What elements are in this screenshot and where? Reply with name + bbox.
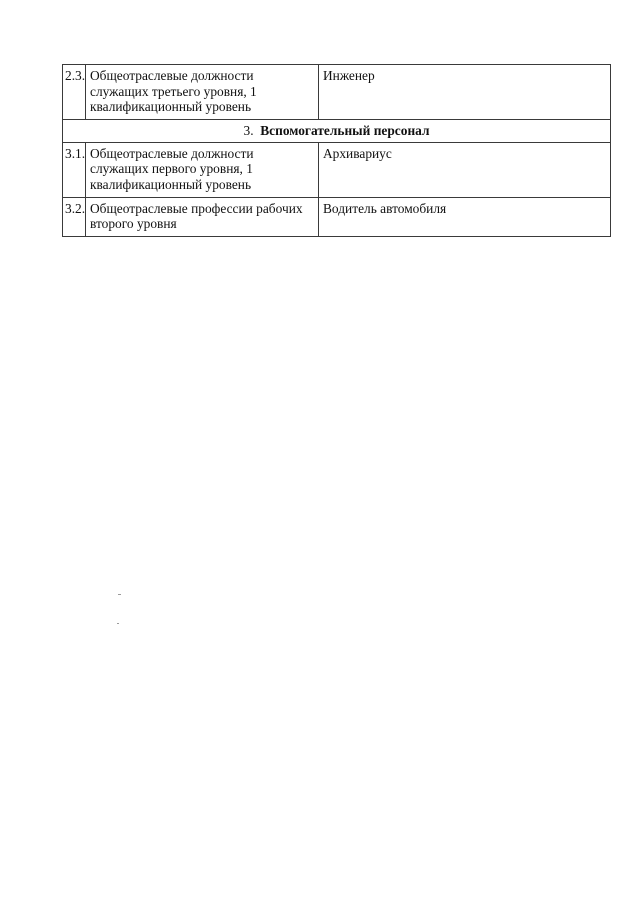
row-number: 3.1. [63, 142, 86, 197]
position-cell: Водитель автомобиля [319, 197, 611, 236]
qualification-group-cell: Общеотраслевые должности служащих первого уровня, 1 квалификационный уровень [86, 142, 319, 197]
qualification-group-cell: Общеотраслевые профессии рабочих второго уровня [86, 197, 319, 236]
section-header-row [63, 120, 611, 143]
section-header-cell [63, 120, 611, 143]
qualification-group-cell: Общеотраслевые должности служащих третьего уровня, 1 квалификационный уровень [86, 65, 319, 120]
position-cell: Инженер [319, 65, 611, 120]
section-title: Вспомогательный персонал [260, 123, 430, 138]
staff-positions-table [62, 64, 611, 237]
row-number: 3.2. [63, 197, 86, 236]
position-cell: Архивариус [319, 142, 611, 197]
row-number: 2.3. [63, 65, 86, 120]
section-number: 3. [243, 123, 254, 138]
scan-speck [117, 623, 119, 624]
table-row [63, 142, 611, 197]
table-row [63, 197, 611, 236]
table-row [63, 65, 611, 120]
scan-speck [118, 594, 121, 595]
